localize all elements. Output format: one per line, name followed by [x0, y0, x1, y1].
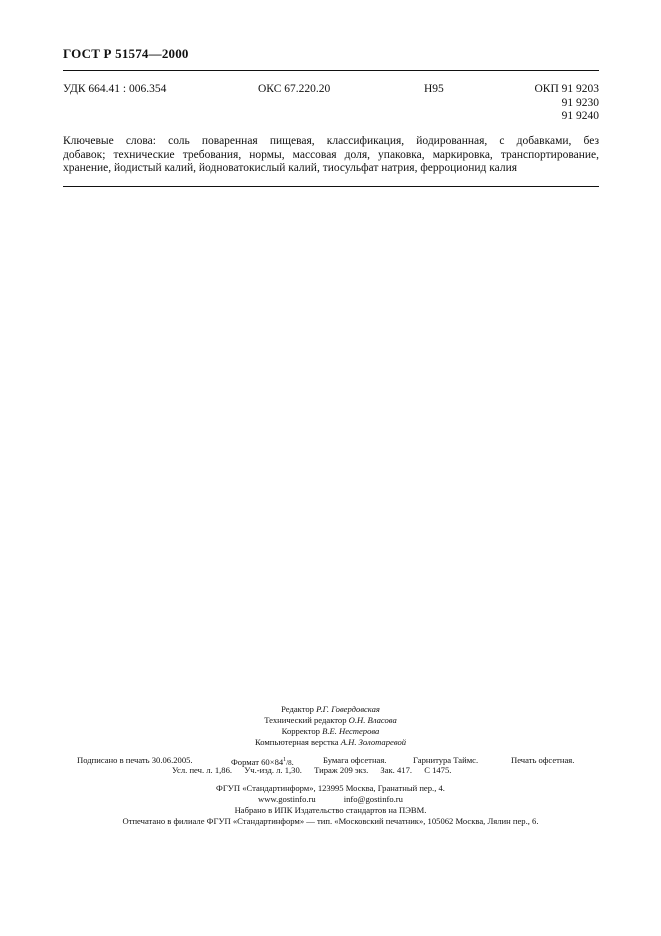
print-type: Печать офсетная.	[511, 755, 575, 765]
print-pub-sheets: Уч.-изд. л. 1,30.	[244, 765, 302, 775]
format-suffix: .	[291, 756, 294, 767]
credit-label: Редактор	[281, 704, 314, 714]
okp-code-line: 91 9240	[561, 110, 599, 122]
print-details	[172, 765, 461, 776]
print-font: Гарнитура Таймс.	[413, 755, 479, 765]
credit-name: О.Н. Власова	[348, 715, 397, 725]
credit-editor	[0, 704, 661, 715]
print-code: С 1475.	[424, 765, 452, 775]
credit-layout	[0, 737, 661, 748]
print-signed: Подписано в печать 30.06.2005.	[77, 755, 193, 765]
publisher-contacts	[0, 794, 661, 805]
top-divider	[63, 70, 599, 71]
keywords-paragraph	[63, 135, 599, 176]
credit-label: Технический редактор	[264, 715, 347, 725]
publisher-block	[0, 783, 661, 827]
publisher-org: ФГУП «Стандартинформ», 123995 Москва, Гранатный пер., 4.	[216, 783, 445, 793]
credit-name: А.Н. Золотаревой	[340, 737, 407, 747]
publisher-typeset: Набрано в ИПК Издательство стандартов на ПЭВМ.	[234, 805, 427, 815]
document-title: ГОСТ Р 51574—2000	[63, 46, 189, 61]
print-order: Зак. 417.	[380, 765, 413, 775]
okp-code-line: 91 9230	[561, 96, 599, 109]
publisher-printed: Отпечатано в филиале ФГУП «Стандартинформ» — тип. «Московский печатник», 105062 Москва, Лялин пер., 6.	[122, 816, 539, 826]
format-sub: /8	[286, 758, 292, 767]
publisher-website: www.gostinfo.ru	[258, 794, 316, 804]
credit-label: Компьютерная верстка	[254, 737, 339, 747]
format-sup: 1	[283, 757, 287, 763]
bottom-divider	[63, 186, 599, 187]
format-prefix: Формат 60×84	[231, 756, 284, 767]
keywords-line: хранение, йодистый калий, йодноватокислый калий, тиосульфат натрия, ферроционид калия	[63, 162, 518, 174]
keywords-line: Ключевые слова: соль поваренная пищевая, классификация, йодированная, с добавками, без	[63, 135, 599, 147]
keywords-line: добавок; технические требования, нормы, массовая доля, упаковка, маркировка, транспортирование,	[63, 148, 599, 161]
credit-name: Р.Г. Говердовская	[316, 704, 380, 714]
publisher-email: info@gostinfo.ru	[343, 794, 403, 804]
print-sheets: Усл. печ. л. 1,86.	[172, 765, 233, 775]
credit-corrector	[0, 726, 661, 737]
print-paper: Бумага офсетная.	[323, 755, 387, 765]
okp-code-line: ОКП 91 9203	[534, 83, 599, 95]
credits-block	[0, 704, 661, 748]
udk-code: УДК 664.41 : 006.354	[63, 83, 167, 95]
credit-tech-editor	[0, 715, 661, 726]
credit-name: В.Е. Нестерова	[322, 726, 380, 736]
print-circulation: Тираж 209 экз.	[314, 765, 369, 775]
group-code: Н95	[424, 83, 444, 95]
oks-code: ОКС 67.220.20	[258, 83, 331, 95]
okp-codes	[534, 83, 599, 124]
credit-label: Корректор	[281, 726, 320, 736]
